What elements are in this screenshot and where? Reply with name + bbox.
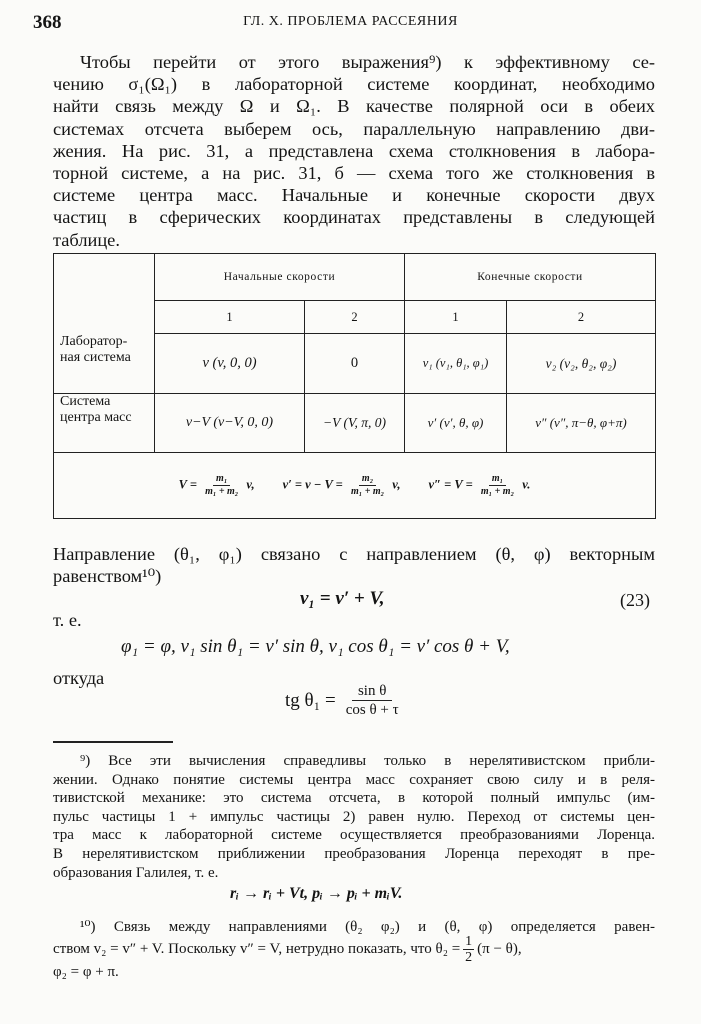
subheader-particle-2: 2	[351, 309, 358, 324]
row-label-lab-system: Лаборатор- ная система	[60, 334, 131, 365]
table-cell: −V (V, π, 0)	[323, 415, 386, 430]
subheader-particle-2: 2	[577, 309, 585, 324]
table-cell: v″ (v″, π−θ, φ+π)	[535, 415, 627, 430]
header-final-velocities: Конечные скорости	[477, 271, 583, 283]
footnote-line: φ₂ = φ + π.	[53, 963, 119, 980]
intro-paragraph	[53, 51, 655, 251]
paragraph-line: равенством¹⁰)	[53, 566, 162, 587]
table-cell: 0	[350, 355, 359, 371]
footnote-line: тивистской механике: это система отсчета, в которой полный импульс (им-	[53, 790, 655, 807]
tangent-formula: tg θ₁ = $\frac{\text{sin θ}}{\text{cos θ + τ}}$	[285, 683, 399, 718]
otkuda-label: откуда	[53, 668, 105, 688]
table-cell: v′ (v′, θ, φ)	[427, 415, 484, 430]
table-cell: v₂ (v₂, θ₂, φ₂)	[545, 355, 617, 371]
intro-line: торной системе, а на рис. 31, б — схема того же столкновения в	[53, 163, 655, 184]
header-initial-velocities: Начальные скорости	[223, 271, 336, 283]
page-number: 368	[33, 12, 62, 33]
footnote-line: тра масс к лабораторной системе осуществляется преобразованиями Лоренца.	[53, 827, 655, 844]
table-cell: v (v, 0, 0)	[202, 355, 257, 371]
table-cell: v−V (v−V, 0, 0)	[185, 415, 274, 430]
equation-23: v₁ = v′ + V,	[300, 588, 385, 609]
formula-V: V = $\frac{\text{m₁}}{\text{m₁ + m₂}}$ v,	[178, 472, 255, 497]
footnote-line: образования Галилея, т. е.	[53, 864, 219, 881]
subheader-particle-1: 1	[226, 309, 233, 324]
direction-paragraph	[53, 543, 655, 587]
footnote-rule	[53, 741, 173, 743]
intro-line: Чтобы перейти от этого выражения⁹) к эффективному се-	[80, 52, 655, 72]
intro-line: системе центра масс. Начальные и конечные скорости двух	[53, 185, 655, 206]
equation-number: (23)	[620, 590, 650, 610]
footnote-line: ством v₂ = v″ + V. Поскольку v″ = V, нетрудно показать, что θ₂ = $\frac{1}{2}$ (π − θ),	[53, 934, 522, 966]
paragraph-line: Направление (θ₁, φ₁) связано с направлением (θ, φ) векторным	[53, 544, 655, 564]
footnote-line: пульс частицы 1 + импульс частицы 2) равен нулю. Переход от системы цен-	[53, 808, 655, 825]
footnote-10	[53, 918, 655, 981]
subheader-particle-1: 1	[452, 309, 459, 324]
component-equations: φ₁ = φ, v₁ sin θ₁ = v′ sin θ, v₁ cos θ₁ = v′ cos θ + V,	[121, 636, 510, 657]
intro-line: частиц в сферических координатах представлены в следующей	[53, 207, 655, 228]
footnote-9	[53, 752, 655, 882]
intro-line: жения. На рис. 31, а представлена схема столкновения в лабора-	[53, 140, 655, 161]
formula-v-prime: v′ = v − V = $\frac{\text{m₂}}{\text{m₁ + m₂}}$ v,	[282, 472, 401, 497]
running-head: ГЛ. X. ПРОБЛЕМА РАССЕЯНИЯ	[243, 14, 458, 29]
intro-line: чению σ₁(Ω₁) в лабораторной системе координат, необходимо	[53, 74, 655, 95]
formula-v-double-prime: v″ = V = $\frac{\text{m₁}}{\text{m₁ + m₂}}$ v.	[428, 472, 531, 497]
footnote-line: ¹⁰) Связь между направлениями (θ₂ φ₂) и (θ, φ) определяется равен-	[80, 919, 655, 935]
intro-line: системах отсчета выберем ось, параллельную направлению дви-	[53, 118, 655, 139]
table-formulas	[54, 453, 655, 517]
intro-line: таблице.	[53, 229, 120, 250]
footnote-line: ⁹) Все эти вычисления справедливы только в нерелятивистском прибли-	[80, 753, 655, 769]
footnote-line: В нерелятивистском приближении преобразования Лоренца переходят в пре-	[53, 845, 655, 862]
te-label: т. е.	[53, 610, 82, 630]
velocity-table	[53, 253, 656, 519]
intro-line: найти связь между Ω и Ω₁. В качестве полярной оси в обеих	[53, 96, 655, 117]
footnote-line: жении. Однако понятие системы центра масс сохраняет свою силу и в реля-	[53, 771, 655, 788]
galilean-transform: rᵢ → rᵢ + Vt, pᵢ → pᵢ + mᵢV.	[230, 885, 403, 902]
table-cell: v₁ (v₁, θ₁, φ₁)	[422, 356, 489, 370]
row-label-com-system: Система центра масс	[60, 394, 132, 425]
